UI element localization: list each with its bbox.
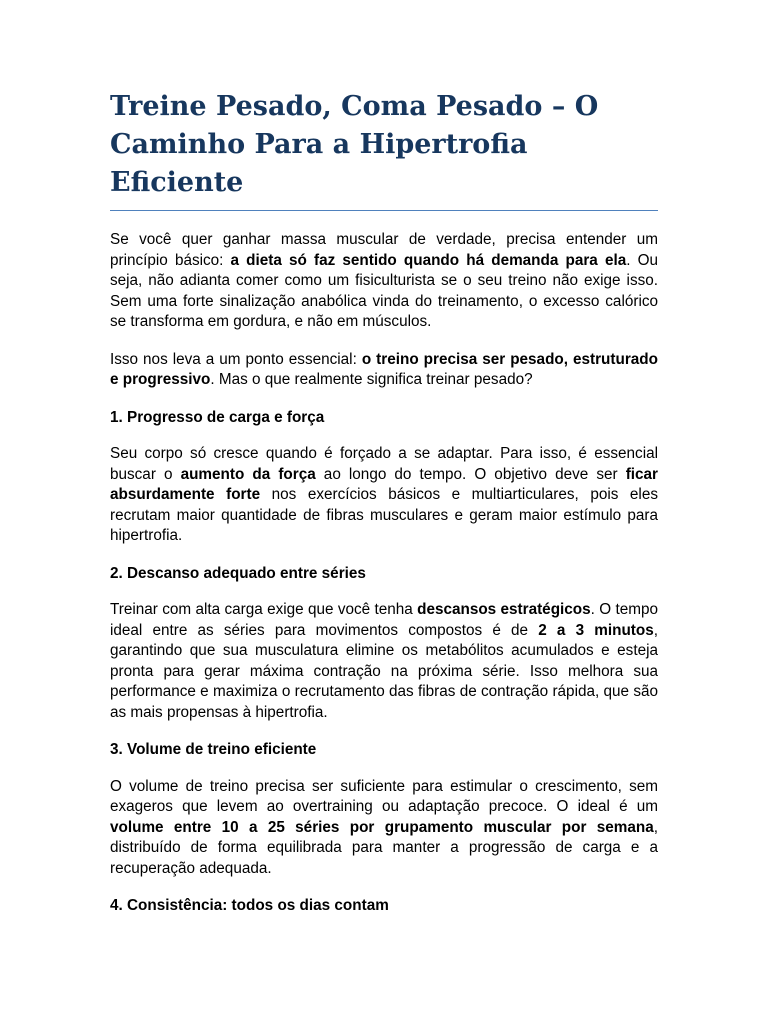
- bold-run: aumento da força: [180, 465, 316, 483]
- bold-run: volume entre 10 a 25 séries por grupamento muscular por semana: [110, 818, 654, 836]
- text-run: . Mas o que realmente significa treinar pesado?: [210, 371, 533, 388]
- section-heading-2: 2. Descanso adequado entre séries: [110, 564, 366, 582]
- text-run: . O tempo ideal entre as séries para movimentos compostos é de: [110, 601, 658, 639]
- text-run: Seu corpo só cresce quando é forçado a se adaptar. Para isso, é essencial buscar o: [110, 445, 658, 483]
- section-heading-4: 4. Consistência: todos os dias contam: [110, 897, 389, 914]
- text-run: ao longo do tempo. O objetivo deve ser: [315, 465, 626, 483]
- bold-run: ficar absurdamente forte: [110, 465, 658, 503]
- text-run: Treinar com alta carga exige que você tenha: [110, 601, 418, 618]
- section-paragraph-1: [110, 444, 658, 547]
- section-heading-1: 1. Progresso de carga e força: [110, 408, 325, 426]
- bold-run: a dieta só faz sentido quando há demanda para ela: [230, 251, 627, 269]
- text-run: , distribuído de forma equilibrada para manter a progressão de carga e a recuperação adequada.: [110, 818, 658, 877]
- section-paragraph-2: [110, 600, 658, 723]
- text-run: Isso nos leva a um ponto essencial:: [110, 350, 362, 368]
- bold-run: o treino precisa ser pesado, estruturado e progressivo: [110, 350, 658, 388]
- section-heading-3: 3. Volume de treino eficiente: [110, 741, 317, 758]
- document-page: [110, 88, 658, 933]
- section-paragraph-3: [110, 777, 658, 880]
- text-run: . Ou seja, não adianta comer como um fisiculturista se o seu treino não exige isso. Sem uma forte sinalização anabólica vinda do treinamento, o excesso calórico se transforma em gordura, e não em músculos.: [110, 251, 659, 330]
- title-underline: [110, 210, 658, 211]
- bold-run: 2 a 3 minutos: [538, 621, 654, 639]
- intro-paragraph-2: [110, 350, 658, 391]
- document-body: [110, 230, 658, 917]
- text-run: O volume de treino precisa ser suficiente para estimular o crescimento, sem exageros que levem ao overtraining ou adaptação precoce. O ideal é um: [110, 777, 658, 815]
- bold-run: descansos estratégicos: [417, 601, 591, 618]
- text-run: nos exercícios básicos e multiarticulares, pois eles recrutam maior quantidade de fibras musculares e geram maior estímulo para hipertrofia.: [110, 486, 658, 544]
- text-run: , garantindo que sua musculatura elimine os metabólitos acumulados e esteja pronta para gerar máxima contração na próxima série. Isso melhora sua performance e maximiza o recrutamento das fibras de contração rápida, que são as mais propensas à hipertrofia.: [110, 621, 658, 721]
- document-title: Treine Pesado, Coma Pesado – O Caminho Para a Hipertrofia Eficiente: [110, 91, 599, 198]
- intro-paragraph-1: [110, 230, 658, 333]
- text-run: Se você quer ganhar massa muscular de verdade, precisa entender um princípio básico:: [110, 231, 658, 269]
